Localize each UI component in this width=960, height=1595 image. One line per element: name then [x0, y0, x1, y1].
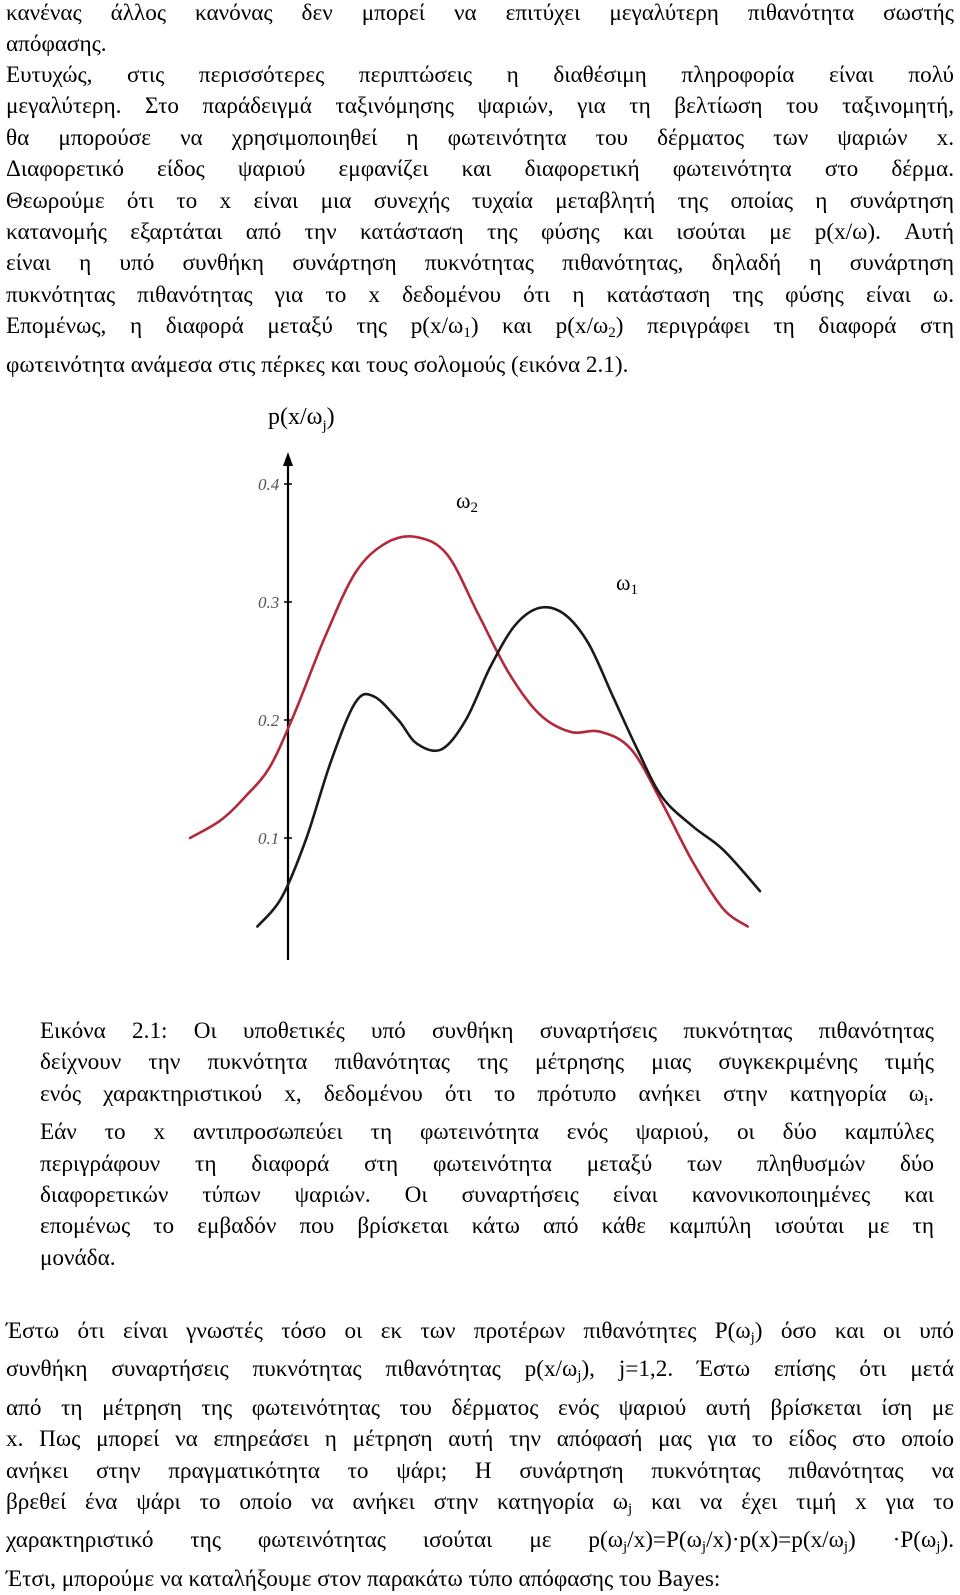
text-fragment: ) και p(x/ω — [470, 313, 609, 340]
text-line: φωτεινότητα ανάμεσα στις πέρκες και τους σολομούς (εικόνα 2.1). — [6, 351, 629, 378]
text-line: είναι η υπό συνθήκη συνάρτηση πυκνότητας πιθανότητας, δηλαδή η συνάρτηση — [6, 250, 954, 277]
series-label-omega1: ω1 — [616, 570, 638, 598]
intro-paragraph — [6, 0, 954, 61]
subscript: j — [843, 1539, 849, 1556]
text-fragment: χαρακτηριστικό της φωτεινότητας ισούται με p(ω — [6, 1527, 623, 1554]
subscript: j — [628, 1501, 633, 1518]
text-fragment: /x)·p(x)=p(x/ω — [706, 1527, 844, 1554]
text-fragment: ), j=1,2. Έστω επίσης ότι μετά — [581, 1356, 954, 1383]
y-axis-label: $p(x/\omega_j)$ — [268, 404, 335, 434]
text-line: Διαφορετικό είδος ψαριού εμφανίζει και διαφορετική φωτεινότητα στο δέρμα. — [6, 156, 954, 183]
text-line: ανήκει στην πραγματικότητα το ψάρι; Η συνάρτηση πυκνότητας πιθανότητας να — [6, 1457, 954, 1484]
text-fragment: /x)=P(ω — [627, 1527, 702, 1554]
caption-line: δείχνουν την πυκνότητα πιθανότητας της μέτρησης μιας συγκεκριμένης τιμής — [40, 1049, 934, 1076]
text-line: πυκνότητας πιθανότητας για το x δεδομένου ότι η κατάσταση της φύσης είναι ω. — [6, 281, 954, 308]
text-line — [6, 1316, 954, 1354]
text-fragment: Επομένως, η διαφορά μεταξύ της p(x/ω — [6, 313, 464, 340]
y-axis-arrow — [283, 452, 293, 466]
series-line-omega1 — [257, 607, 760, 926]
figure-caption — [40, 1016, 934, 1274]
text-line: Ευτυχώς, στις περισσότερες περιπτώσεις η διαθέσιμη πληροφορία είναι πολύ — [6, 62, 954, 88]
text-fragment: ) όσο και οι υπό — [754, 1318, 954, 1344]
text-line: από τη μέτρηση της φωτεινότητας του δέρματος ενός ψαριού αυτή βρίσκεται ίση με — [6, 1394, 954, 1421]
text-fragment: συνθήκη συναρτήσεις πυκνότητας πιθανότητας p(x/ω — [6, 1356, 578, 1383]
text-line — [6, 1354, 954, 1392]
subscript: 1 — [463, 325, 471, 342]
text-fragment: ενός χαρακτηριστικού x, δεδομένου ότι το πρότυπο ανήκει στην κατηγορία ω — [40, 1080, 925, 1107]
caption-line — [40, 1079, 934, 1117]
text-line — [6, 1487, 954, 1525]
y-tick-label: 0.3 — [258, 593, 280, 612]
y-tick-label: 0.1 — [258, 829, 280, 848]
text-line: μεγαλύτερη. Στο παράδειγμά ταξινόμησης ψαριών, για τη βελτίωση του ταξινομητή, — [6, 93, 954, 120]
closing-paragraph — [6, 1316, 954, 1595]
caption-line: διαφορετικών τύπων ψαριών. Οι συναρτήσεις είναι κανονικοποιημένες και — [40, 1182, 934, 1209]
text-fragment: Έστω ότι είναι γνωστές τόσο οι εκ των προτέρων πιθανότητες P(ω — [6, 1318, 751, 1344]
text-fragment: ). — [940, 1527, 954, 1554]
text-line: x. Πως μπορεί να επηρεάσει η μέτρηση αυτή την απόφασή μας για το είδος στο οποίο — [6, 1426, 954, 1453]
body-paragraph — [6, 60, 954, 381]
y-tick-label: 0.2 — [258, 711, 280, 730]
caption-line: μονάδα. — [40, 1244, 116, 1271]
subscript: i — [924, 1092, 929, 1109]
text-fragment: βρεθεί ένα ψάρι το οποίο να ανήκει στην κατηγορία ω — [6, 1489, 629, 1516]
density-chart — [0, 390, 960, 990]
subscript: j — [701, 1539, 707, 1556]
text-line: απόφασης. — [6, 31, 107, 58]
text-line — [6, 311, 954, 349]
text-fragment: ) ·P(ω — [848, 1527, 937, 1554]
subscript: j — [750, 1330, 755, 1346]
caption-line: επομένως το εμβαδόν που βρίσκεται κάτω από κάθε καμπύλη ισούται με τη — [40, 1213, 934, 1240]
subscript: j — [577, 1368, 582, 1385]
subscript: 2 — [608, 325, 616, 342]
text-line: κατανομής εξαρτάται από την κατάσταση της φύσης και ισούται με p(x/ω). Αυτή — [6, 219, 954, 246]
subscript: j — [623, 1539, 628, 1556]
text-fragment: . — [928, 1080, 934, 1107]
text-line: Θεωρούμε ότι το x είναι μια συνεχής τυχαία μεταβλητή της οποίας η συνάρτηση — [6, 187, 954, 214]
text-fragment: και να έχει τιμή x για το — [632, 1489, 955, 1516]
text-line: θα μπορούσε να χρησιμοποιηθεί η φωτεινότητα του δέρματος των ψαριών x. — [6, 124, 954, 151]
text-line: κανένας άλλος κανόνας δεν μπορεί να επιτύχει μεγαλύτερη πιθανότητα σωστής — [6, 0, 954, 26]
series-label-omega2: ω2 — [456, 488, 478, 516]
subscript: j — [936, 1539, 941, 1556]
caption-line: περιγράφουν τη διαφορά στη φωτεινότητα μεταξύ των πληθυσμών δύο — [40, 1150, 934, 1177]
text-line: Έτσι, μπορούμε να καταλήξουμε στον παρακάτω τύπο απόφασης του Bayes: — [6, 1565, 721, 1592]
text-line — [6, 1525, 954, 1563]
text-fragment: ) περιγράφει τη διαφορά στη — [615, 313, 955, 340]
caption-line: Εικόνα 2.1: Οι υποθετικές υπό συνθήκη συναρτήσεις πυκνότητας πιθανότητας — [40, 1018, 934, 1044]
y-tick-label: 0.4 — [258, 475, 280, 494]
caption-line: Εάν το x αντιπροσωπεύει τη φωτεινότητα ενός ψαριού, οι δύο καμπύλες — [40, 1119, 934, 1146]
